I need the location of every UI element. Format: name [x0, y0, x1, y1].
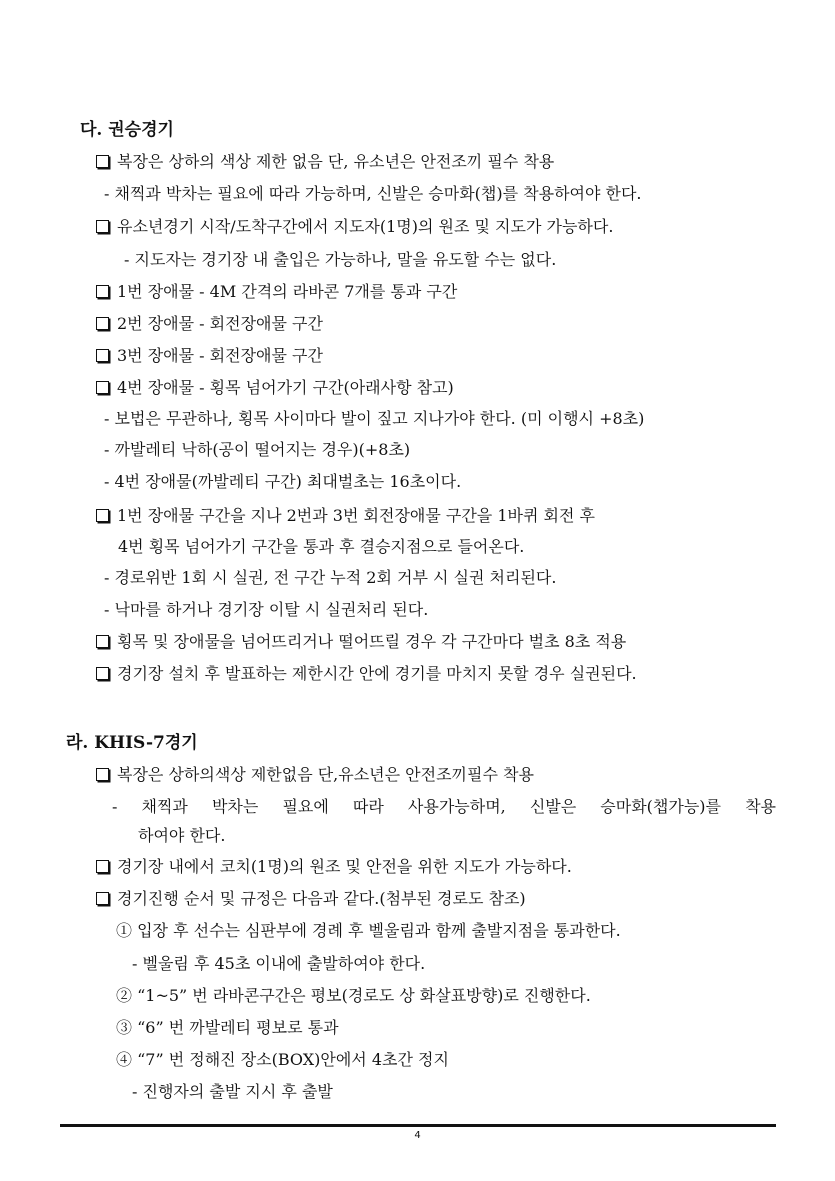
list-item: - 채찍과 박차는 필요에 따라 사용가능하며, 신발은 승마화(챕가능)를 착용: [112, 797, 776, 816]
checkbox-icon: [96, 667, 109, 680]
page-number: 4: [414, 1130, 421, 1141]
list-item: 3번 장애물 - 회전장애물 구간: [96, 345, 323, 367]
list-item: ① 입장 후 선수는 심판부에 경례 후 벨울림과 함께 출발지점을 통과한다.: [116, 921, 621, 940]
checkbox-icon: [96, 381, 109, 394]
list-item: 횡목 및 장애물을 넘어뜨리거나 떨어뜨릴 경우 각 구간마다 벌초 8초 적용: [96, 631, 626, 653]
list-item: - 진행자의 출발 지시 후 출발: [132, 1082, 333, 1101]
list-item: 경기장 설치 후 발표하는 제한시간 안에 경기를 마치지 못할 경우 실권된다.: [96, 663, 637, 685]
list-item: ③ “6” 번 까발레티 평보로 통과: [116, 1018, 339, 1037]
list-item: 유소년경기 시작/도착구간에서 지도자(1명)의 원조 및 지도가 가능하다.: [96, 216, 613, 238]
footer-divider: [60, 1124, 776, 1127]
list-item: 4번 횡목 넘어가기 구간을 통과 후 결승지점으로 들어온다.: [118, 537, 525, 556]
list-item: - 보법은 무관하나, 횡목 사이마다 발이 짚고 지나가야 한다. (미 이행시 +8초): [104, 409, 645, 428]
list-item: - 낙마를 하거나 경기장 이탈 시 실권처리 된다.: [104, 600, 429, 619]
list-item: - 벨울림 후 45초 이내에 출발하여야 한다.: [132, 954, 426, 973]
list-item: - 경로위반 1회 시 실권, 전 구간 누적 2회 거부 시 실권 처리된다.: [104, 568, 557, 587]
list-item: - 채찍과 박차는 필요에 따라 가능하며, 신발은 승마화(챕)를 착용하여야 한다.: [104, 184, 642, 203]
checkbox-icon: [96, 317, 109, 330]
checkbox-icon: [96, 220, 109, 233]
list-item: 복장은 상하의색상 제한없음 단,유소년은 안전조끼필수 착용: [96, 764, 534, 786]
checkbox-icon: [96, 768, 109, 781]
checkbox-icon: [96, 285, 109, 298]
list-item: 경기진행 순서 및 규정은 다음과 같다.(첨부된 경로도 참조): [96, 888, 526, 910]
list-item: - 지도자는 경기장 내 출입은 가능하나, 말을 유도할 수는 없다.: [124, 250, 557, 269]
checkbox-icon: [96, 860, 109, 873]
checkbox-icon: [96, 892, 109, 905]
list-item: 하여야 한다.: [138, 826, 226, 845]
list-item: 복장은 상하의 색상 제한 없음 단, 유소년은 안전조끼 필수 착용: [96, 151, 554, 173]
list-item: 4번 장애물 - 횡목 넘어가기 구간(아래사항 참고): [96, 377, 454, 399]
list-item: 2번 장애물 - 회전장애물 구간: [96, 313, 323, 335]
list-item: 경기장 내에서 코치(1명)의 원조 및 안전을 위한 지도가 가능하다.: [96, 856, 572, 878]
section-heading-da: 다. 권승경기: [80, 120, 174, 140]
checkbox-icon: [96, 509, 109, 522]
list-item: 1번 장애물 구간을 지나 2번과 3번 회전장애물 구간을 1바퀴 회전 후: [96, 505, 595, 527]
list-item: ② “1~5” 번 라바콘구간은 평보(경로도 상 화살표방향)로 진행한다.: [116, 986, 591, 1005]
list-item: - 4번 장애물(까발레티 구간) 최대벌초는 16초이다.: [104, 472, 462, 491]
section-heading-ra: 라. KHIS-7경기: [66, 733, 198, 753]
list-item: 1번 장애물 - 4M 간격의 라바콘 7개를 통과 구간: [96, 281, 457, 303]
list-item: - 까발레티 낙하(공이 떨어지는 경우)(+8초): [104, 440, 411, 459]
checkbox-icon: [96, 155, 109, 168]
checkbox-icon: [96, 349, 109, 362]
list-item: ④ “7” 번 정해진 장소(BOX)안에서 4초간 정지: [116, 1050, 449, 1069]
checkbox-icon: [96, 635, 109, 648]
